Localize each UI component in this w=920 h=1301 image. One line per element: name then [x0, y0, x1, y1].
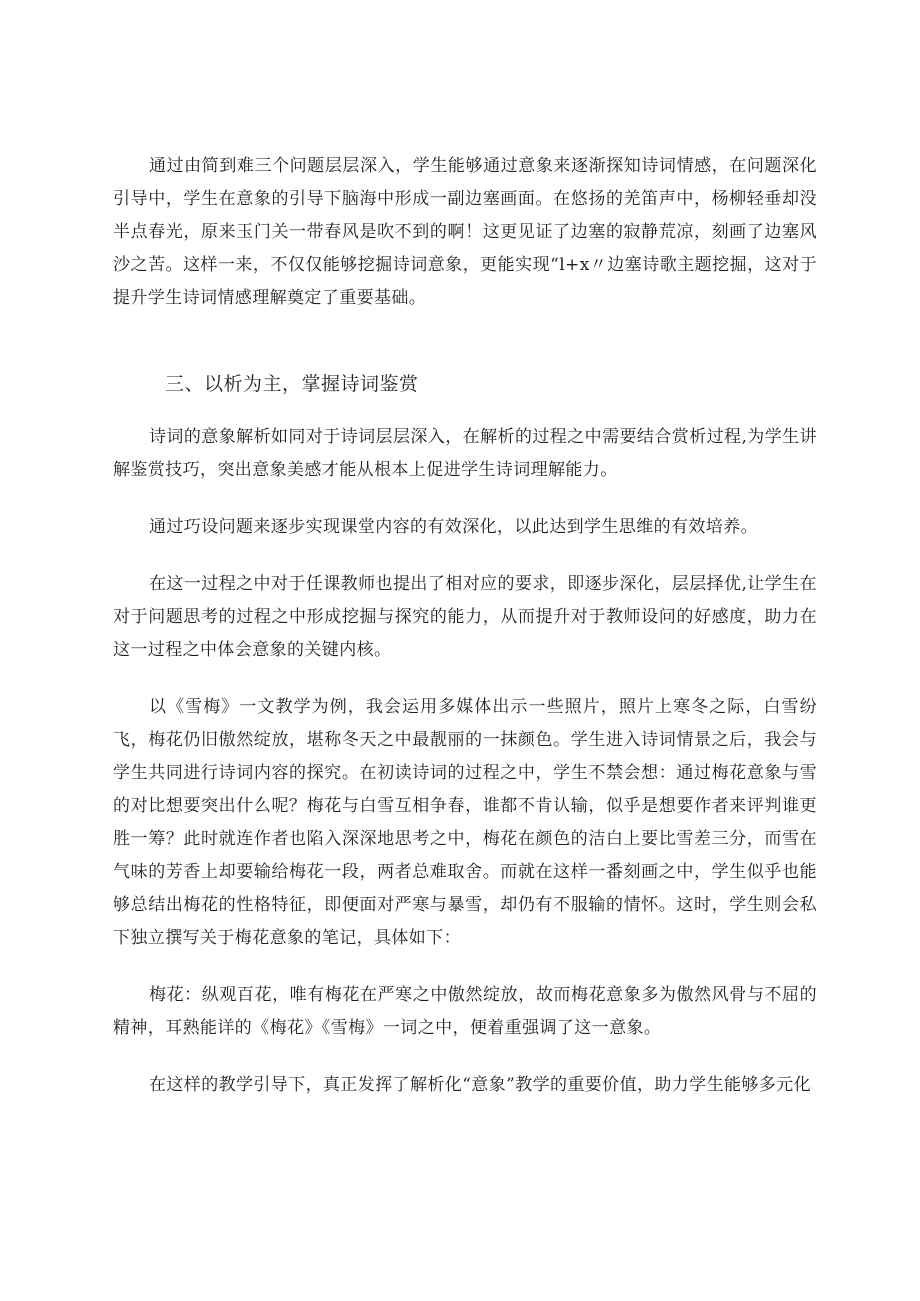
document-body	[113, 150, 817, 1102]
paragraph-frontier-imagery: 通过由简到难三个问题层层深入，学生能够通过意象来逐渐探知诗词情感，在问题深化引导中，学生在意象的引导下脑海中形成一副边塞画面。在悠扬的羌笛声中，杨柳轻垂却没半点春光，原来玉门关一带春风是吹不到的啊！这更见证了边塞的寂静荒凉，刻画了边塞风沙之苦。这样一来，不仅仅能够挖掘诗词意象，更能实现“l+x〃边塞诗歌主题挖掘，这对于提升学生诗词情感理解奠定了重要基础。	[113, 156, 817, 308]
paragraph-snow-plum-example: 以《雪梅》一文教学为例，我会运用多媒体出示一些照片，照片上寒冬之际，白雪纷飞，梅花仍旧傲然绽放，堪称冬天之中最靓丽的一抹颜色。学生进入诗词情景之后，我会与学生共同进行诗词内容的探究。在初读诗词的过程之中，学生不禁会想：通过梅花意象与雪的对比想要突出什么呢？梅花与白雪互相争春，谁都不肯认输，似乎是想要作者来评判谁更胜一筹？此时就连作者也陷入深深地思考之中，梅花在颜色的洁白上要比雪差三分，而雪在气味的芳香上却要输给梅花一段，两者总难取舍。而就在这样一番刻画之中，学生似乎也能够总结出梅花的性格特征，即便面对严寒与暴雪，却仍有不服输的情怀。这时，学生则会私下独立撰写关于梅花意象的笔记，具体如下：	[113, 697, 817, 948]
paragraph-plum-notes: 梅花：纵观百花，唯有梅花在严寒之中傲然绽放，故而梅花意象多为傲然风骨与不屈的精神，耳熟能详的《梅花》《雪梅》一词之中，便着重强调了这一意象。	[113, 985, 817, 1038]
paragraph-teaching-value: 在这样的教学引导下，真正发挥了解析化“意象”教学的重要价值，助力学生能够多元化	[149, 1075, 811, 1095]
paragraph-imagery-analysis: 诗词的意象解析如同对于诗词层层深入，在解析的过程之中需要结合赏析过程,为学生讲解鉴赏技巧，突出意象美感才能从根本上促进学生诗词理解能力。	[113, 427, 817, 480]
paragraph-teacher-requirements: 在这一过程之中对于任课教师也提出了相对应的要求，即逐步深化，层层择优,让学生在对于问题思考的过程之中形成挖掘与探究的能力，从而提升对于教师设问的好感度，助力在这一过程之中体会意象的关键内核。	[113, 574, 817, 660]
section-heading: 三、以析为主，掌握诗词鉴赏	[165, 373, 419, 395]
paragraph-question-design: 通过巧设问题来逐步实现课堂内容的有效深化，以此达到学生思维的有效培养。	[149, 517, 758, 537]
